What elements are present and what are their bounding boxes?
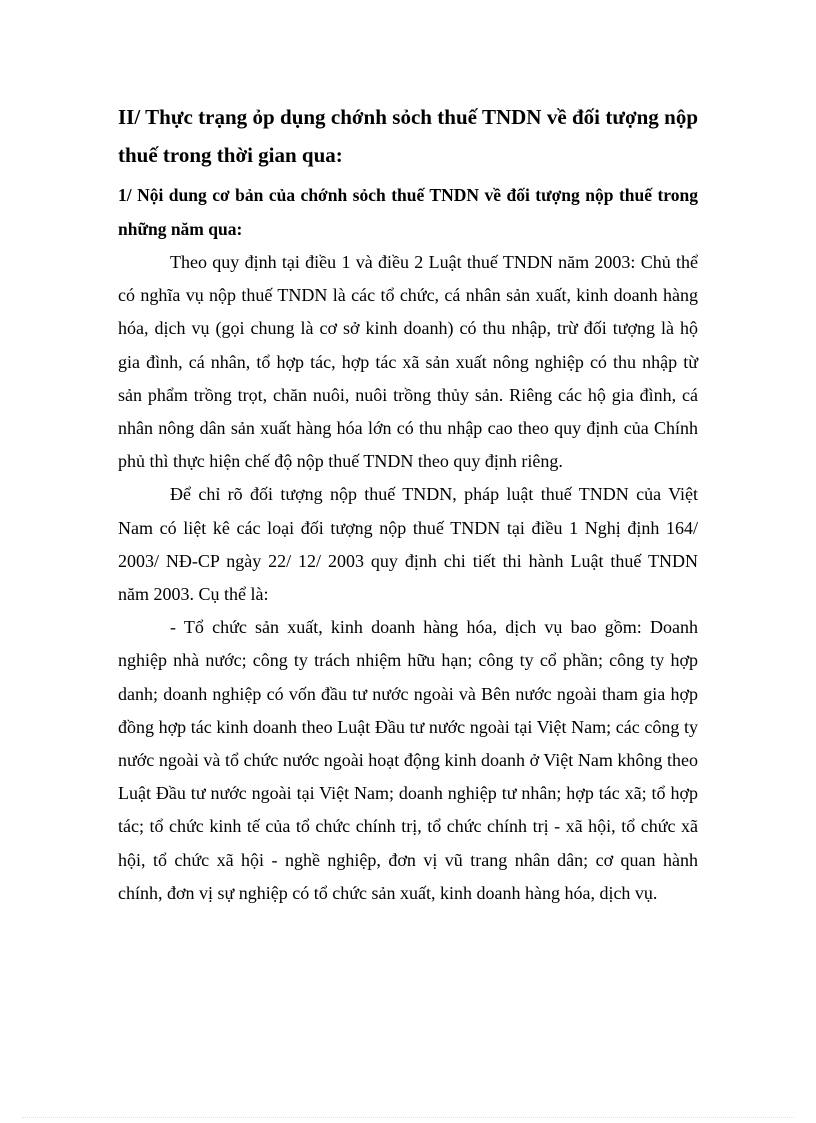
- section-heading: II/ Thực trạng ỏp dụng chớnh sỏch thuế TNDN về đối tượng nộp thuế trong thời gian qua:: [118, 105, 698, 167]
- document-page: [118, 98, 698, 910]
- page-bottom-rule: [22, 1117, 794, 1118]
- subsection-heading: 1/ Nội dung cơ bản của chớnh sỏch thuế TNDN về đối tượng nộp thuế trong những năm qua:: [118, 185, 698, 239]
- paragraph-legal-basis: Theo quy định tại điều 1 và điều 2 Luật thuế TNDN năm 2003: Chủ thể có nghĩa vụ nộp thuế TNDN là các tổ chức, cá nhân sản xuất, kinh doanh hàng hóa, dịch vụ (gọi chung là cơ sở kinh doanh) có thu nhập, trừ đối tượng là hộ gia đình, cá nhân, tổ hợp tác, hợp tác xã sản xuất nông nghiệp có thu nhập từ sản phẩm trồng trọt, chăn nuôi, nuôi trồng thủy sản. Riêng các hộ gia đình, cá nhân nông dân sản xuất hàng hóa lớn có thu nhập cao theo quy định của Chính phủ thì thực hiện chế độ nộp thuế TNDN theo quy định riêng.: [118, 252, 698, 472]
- paragraph-taxpayer-list: Để chỉ rõ đối tượng nộp thuế TNDN, pháp luật thuế TNDN của Việt Nam có liệt kê các loại đối tượng nộp thuế TNDN tại điều 1 Nghị định 164/ 2003/ NĐ-CP ngày 22/ 12/ 2003 quy định chi tiết thi hành Luật thuế TNDN năm 2003. Cụ thể là:: [118, 484, 698, 605]
- paragraph-organizations: - Tổ chức sản xuất, kinh doanh hàng hóa, dịch vụ bao gồm: Doanh nghiệp nhà nước; công ty trách nhiệm hữu hạn; công ty cổ phần; công ty hợp danh; doanh nghiệp có vốn đầu tư nước ngoài và Bên nước ngoài tham gia hợp đồng hợp tác kinh doanh theo Luật Đầu tư nước ngoài tại Việt Nam; các công ty nước ngoài và tổ chức nước ngoài hoạt động kinh doanh ở Việt Nam không theo Luật Đầu tư nước ngoài tại Việt Nam; doanh nghiệp tư nhân; hợp tác xã; tổ hợp tác; tổ chức kinh tế của tổ chức chính trị, tổ chức chính trị - xã hội, tổ chức xã hội, tổ chức xã hội - nghề nghiệp, đơn vị vũ trang nhân dân; cơ quan hành chính, đơn vị sự nghiệp có tổ chức sản xuất, kinh doanh hàng hóa, dịch vụ.: [118, 617, 698, 903]
